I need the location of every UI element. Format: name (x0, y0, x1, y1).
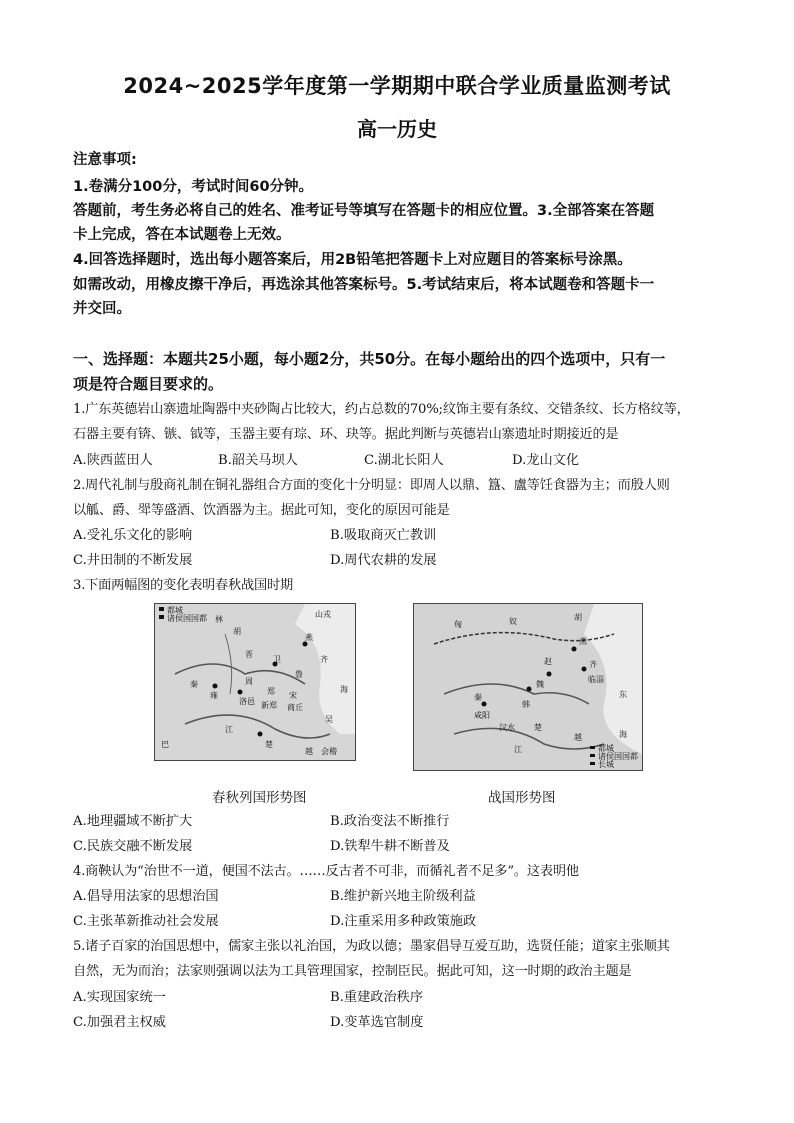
map-label: 胡 (233, 627, 241, 636)
spring-autumn-map (154, 603, 356, 761)
option-d: D.龙山文化 (512, 453, 580, 468)
map-label: 楚 (265, 740, 273, 749)
map-label: 周 (245, 677, 253, 686)
map-label: 会稽 (321, 747, 337, 756)
map-caption: 春秋列国形势图 (212, 790, 307, 806)
option-d: D.注重采用多种政策施政 (330, 914, 477, 929)
option-c: C.井田制的不断发展 (73, 553, 193, 568)
map-label: 海 (340, 685, 348, 694)
map-legend: 都城 (167, 606, 183, 615)
map-legend: 诸侯国国都 (598, 752, 638, 761)
map-label: 郑 (267, 687, 275, 696)
option-d: D.铁犁牛耕不断普及 (330, 839, 450, 854)
map-label: 新郑 (261, 701, 277, 710)
map-label: 东 (619, 690, 627, 699)
map-label: 临淄 (588, 675, 604, 684)
option-d: D.变革选官制度 (330, 1015, 424, 1030)
notice-line: 如需改动，用橡皮擦干净后，再选涂其他答案标号。5.考试结束后，将本试题卷和答题卡一 (73, 277, 655, 293)
map-label: 楚 (534, 723, 542, 732)
option-c: C.加强君主权威 (73, 1015, 166, 1030)
question-stem: 2.周代礼制与殷商礼制在铜礼器组合方面的变化十分明显：即周人以鼎、簋、盧等饪食器为主；而殷人则 (73, 478, 670, 493)
map-label: 匈 (454, 620, 462, 629)
option-c: C.主张革新推动社会发展 (73, 914, 219, 929)
notice-line: 并交回。 (73, 301, 131, 317)
map-label: 咸阳 (474, 711, 490, 720)
map-label: 鲁 (295, 670, 303, 679)
question-stem: 5.诸子百家的治国思想中，儒家主张以礼治国，为政以德；墨家倡导互爱互助，选贤任能；道家主张顺其 (73, 939, 670, 954)
map-label: 燕 (305, 633, 313, 642)
notice-line: 卡上完成，答在本试题卷上无效。 (73, 227, 291, 243)
map-legend: 长城 (598, 760, 614, 769)
exam-title: 2024~2025学年度第一学期期中联合学业质量监测考试 (123, 74, 671, 98)
map-label: 胡 (574, 613, 582, 622)
map-label: 魏 (536, 680, 544, 689)
map-label: 奴 (509, 617, 517, 626)
map-legend: 诸侯国国都 (167, 614, 207, 623)
question-stem: 1.广东英德岩山寨遗址陶器中夹砂陶占比较大，约占总数的70%;纹饰主要有条纹、交错条纹、长方格纹等， (73, 402, 690, 417)
map-label: 商丘 (287, 703, 303, 712)
map-label: 赵 (544, 657, 552, 666)
map-label: 洛邑 (239, 697, 255, 706)
question-stem: 4.商鞅认为“治世不一道，便国不法古。……反古者不可非，而循礼者不足多”。这表明他 (73, 864, 579, 879)
map-label: 江 (225, 725, 233, 734)
question-stem: 石器主要有锛、镞、钺等，玉器主要有琮、环、玦等。据此判断与英德岩山寨遗址时期接近的是 (73, 427, 619, 442)
map-label: 雍 (210, 691, 218, 700)
map-label: 越 (305, 747, 313, 756)
map-label: 韩 (522, 700, 530, 709)
option-a: A.陕西蓝田人 (73, 453, 153, 468)
notice-line: 4.回答选择题时，选出每小题答案后，用2B铅笔把答题卡上对应题目的答案标号涂黑。 (73, 252, 632, 268)
map-label: 齐 (589, 660, 597, 669)
option-d: D.周代农耕的发展 (330, 553, 437, 568)
section-heading: 项是符合题目要求的。 (73, 375, 224, 393)
warring-states-map (413, 603, 643, 771)
option-b: B.政治变法不断推行 (330, 814, 450, 829)
map-label: 秦 (190, 680, 198, 689)
map-label: 巴 (161, 740, 169, 749)
map-label: 宋 (289, 691, 297, 700)
question-stem: 3.下面两幅图的变化表明春秋战国时期 (73, 578, 293, 593)
map-label: 汉水 (499, 723, 515, 732)
map-caption: 战国形势图 (488, 790, 556, 806)
map-label: 秦 (474, 693, 482, 702)
option-c: C.民族交融不断发展 (73, 839, 193, 854)
notice-heading: 注意事项: (73, 152, 137, 168)
option-b: B.重建政治秩序 (330, 990, 424, 1005)
map-legend: 都城 (598, 744, 614, 753)
map-label: 林 (215, 615, 223, 624)
map-label: 江 (514, 745, 522, 754)
map-label: 卫 (273, 655, 281, 664)
question-stem: 自然，无为而治；法家则强调以法为工具管理国家，控制臣民。据此可知，这一时期的政治主题是 (73, 964, 632, 979)
map-label: 齐 (320, 655, 328, 664)
option-b: B.韶关马坝人 (218, 453, 298, 468)
option-a: A.受礼乐文化的影响 (73, 528, 193, 543)
section-heading: 一、选择题：本题共25小题，每小题2分，共50分。在每小题给出的四个选项中，只有一 (73, 350, 666, 368)
map-label: 燕 (579, 637, 587, 646)
option-a: A.倡导用法家的思想治国 (73, 889, 219, 904)
map-label: 吴 (325, 715, 333, 724)
exam-subject: 高一历史 (357, 117, 437, 141)
option-b: B.维护新兴地主阶级利益 (330, 889, 476, 904)
notice-line: 1.卷满分100分，考试时间60分钟。 (73, 179, 314, 195)
question-stem: 以觚、爵、斝等盛酒、饮酒器为主。据此可知，变化的原因可能是 (73, 503, 450, 518)
map-label: 海 (619, 730, 627, 739)
option-a: A.地理疆域不断扩大 (73, 814, 193, 829)
option-c: C.湖北长阳人 (364, 453, 444, 468)
map-label: 越 (574, 733, 582, 742)
option-b: B.吸取商灭亡教训 (330, 528, 437, 543)
map-label: 晋 (245, 650, 253, 659)
map-label: 山戎 (315, 610, 331, 619)
notice-line: 答题前，考生务必将自己的姓名、准考证号等填写在答题卡的相应位置。3.全部答案在答题 (73, 203, 655, 219)
option-a: A.实现国家统一 (73, 990, 166, 1005)
